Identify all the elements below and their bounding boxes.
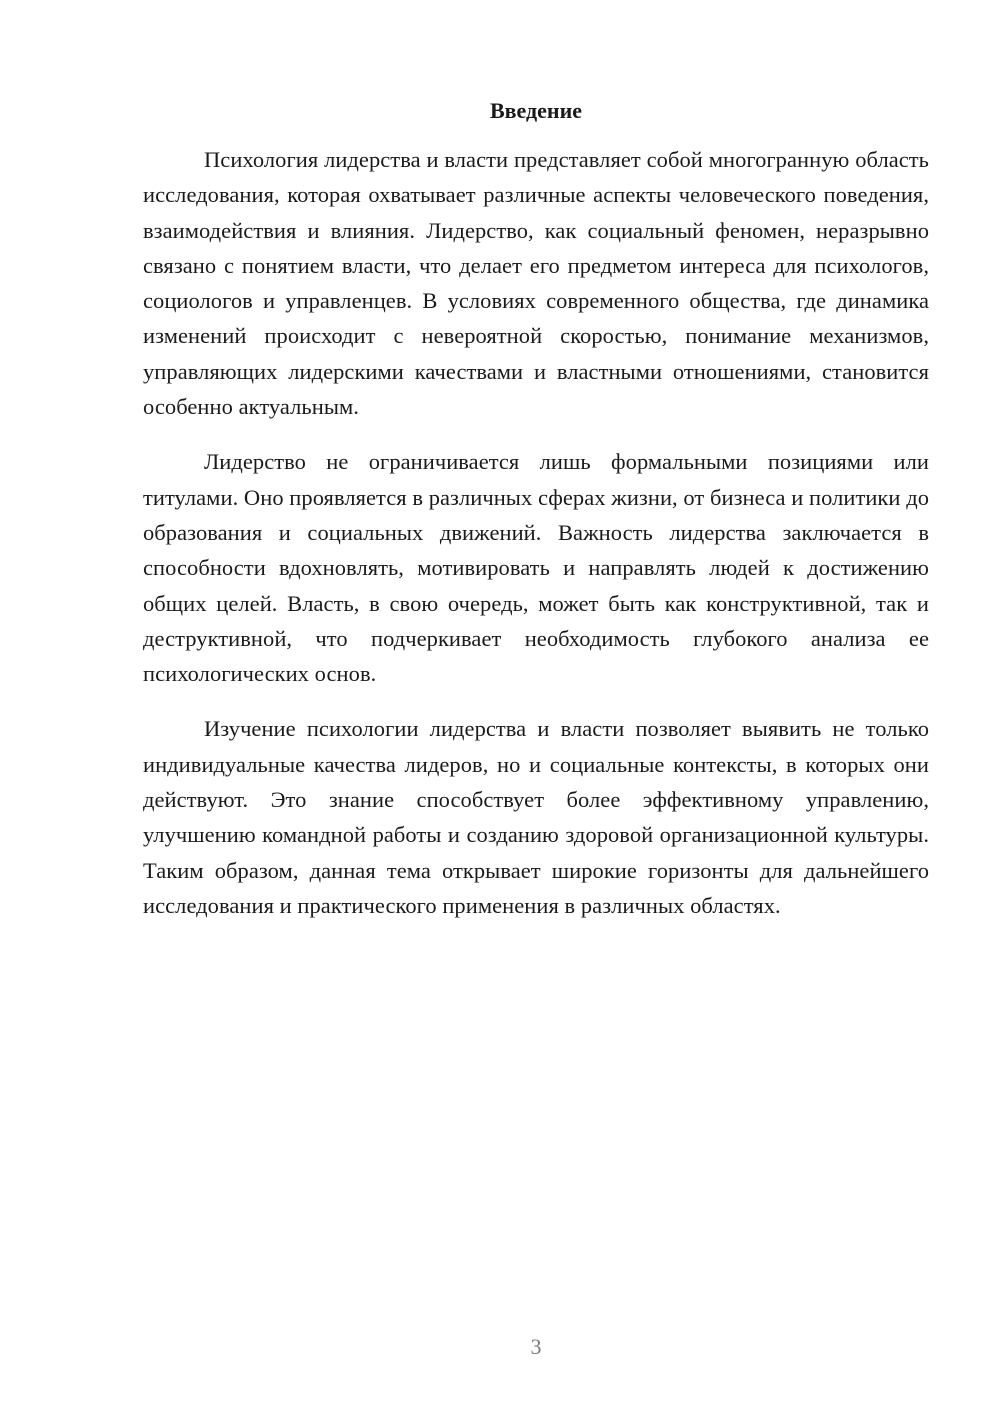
page-content <box>143 96 929 923</box>
section-heading: Введение <box>489 98 583 123</box>
page-number: 3 <box>530 1334 542 1359</box>
paragraph-1: Психология лидерства и власти представляет собой многогранную область исследования, которая охватывает различные аспекты человеческого поведения, взаимодействия и влияния. Лидерство, как социальный феномен, неразрывно связано с понятием власти, что делает его предметом интереса для психологов, социологов и управленцев. В условиях современного общества, где динамика изменений происходит с невероятной скоростью, понимание механизмов, управляющих лидерскими качествами и властными отношениями, становится особенно актуальным. <box>143 147 929 420</box>
paragraph-2: Лидерство не ограничивается лишь формальными позициями или титулами. Оно проявляется в различных сферах жизни, от бизнеса и политики до образования и социальных движений. Важность лидерства заключается в способности вдохновлять, мотивировать и направлять людей к достижению общих целей. Власть, в свою очередь, может быть как конструктивной, так и деструктивной, что подчеркивает необходимость глубокого анализа ее психологических основ. <box>143 449 929 687</box>
paragraph-3: Изучение психологии лидерства и власти позволяет выявить не только индивидуальные качества лидеров, но и социальные контексты, в которых они действуют. Это знание способствует более эффективному управлению, улучшению командной работы и созданию здоровой организационной культуры. Таким образом, данная тема открывает широкие горизонты для дальнейшего исследования и практического применения в различных областях. <box>143 716 929 918</box>
